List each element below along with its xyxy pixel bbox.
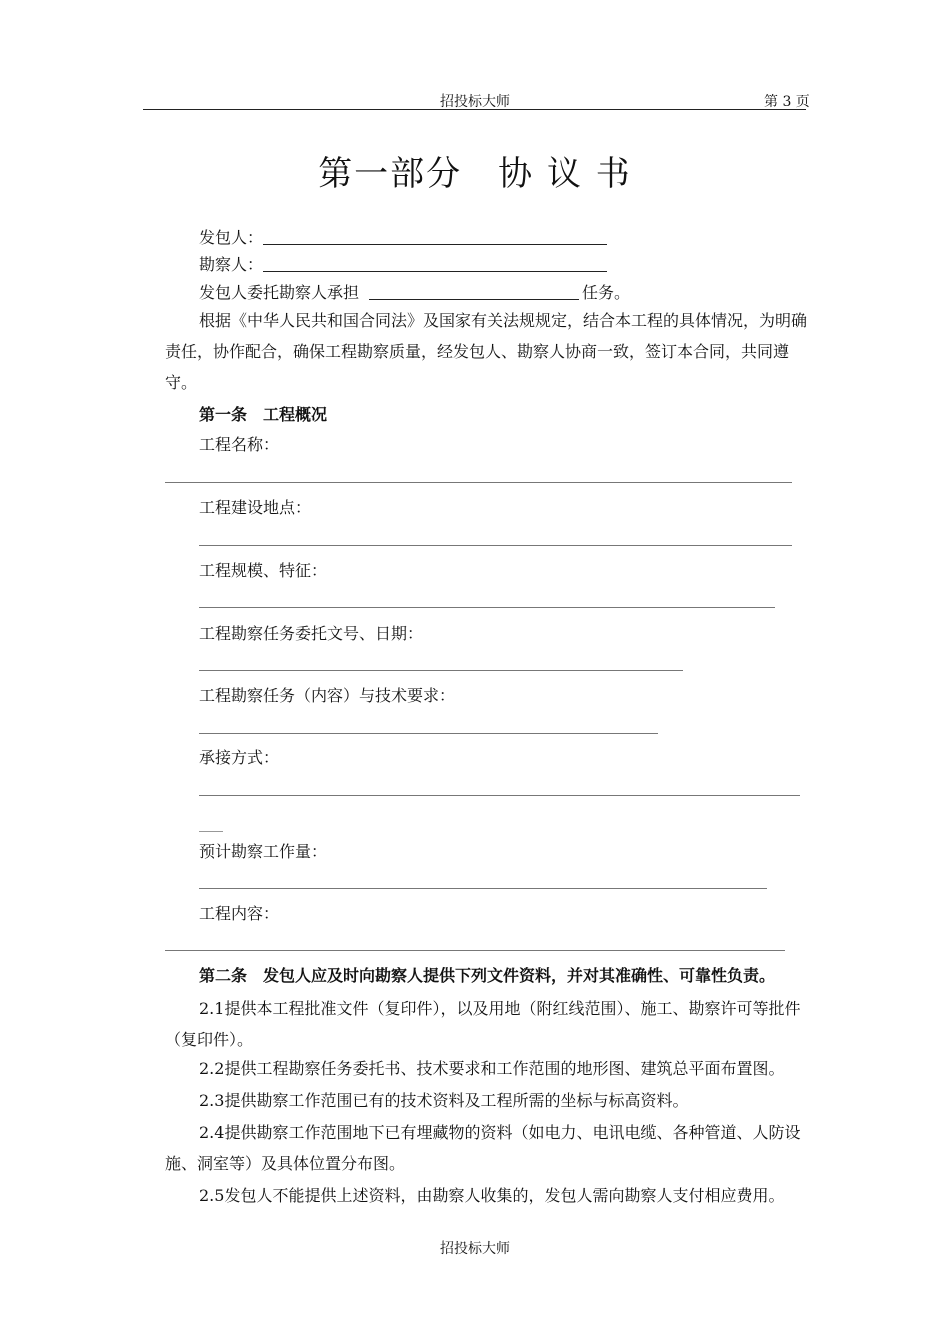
article2-item: 2.1提供本工程批准文件（复印件），以及用地（附红线范围）、施工、勘察许可等批件（复印件）。 — [165, 999, 801, 1049]
content-blank[interactable] — [165, 950, 785, 951]
task-requirements-blank[interactable] — [199, 733, 658, 734]
document-title: 第一部分 协 议 书 — [318, 154, 632, 194]
surveyor-blank[interactable] — [263, 271, 607, 272]
location-blank[interactable] — [199, 545, 792, 546]
entrust-prefix: 发包人委托勘察人承担 — [199, 283, 360, 302]
entrust-suffix: 任务。 — [582, 283, 631, 302]
contract-method-label: 承接方式： — [199, 748, 280, 767]
footer-text: 招投标大师 — [440, 1241, 510, 1257]
project-name-label: 工程名称： — [199, 435, 280, 454]
article2-heading: 第二条 发包人应及时向勘察人提供下列文件资料，并对其准确性、可靠性负责。 — [199, 966, 776, 985]
contract-method-blank[interactable] — [199, 795, 800, 796]
surveyor-label: 勘察人： — [199, 255, 264, 274]
entrust-task-blank[interactable] — [369, 299, 579, 300]
article2-item: 2.3提供勘察工作范围已有的技术资料及工程所需的坐标与标高资料。 — [199, 1091, 689, 1110]
header-divider — [143, 109, 806, 110]
article2-item: 2.2提供工程勘察任务委托书、技术要求和工作范围的地形图、建筑总平面布置图。 — [199, 1059, 785, 1078]
page-number: 第 3 页 — [764, 94, 810, 110]
article2-item: 2.5发包人不能提供上述资料，由勘察人收集的，发包人需向勘察人支付相应费用。 — [199, 1186, 785, 1205]
workload-blank[interactable] — [199, 888, 767, 889]
scale-label: 工程规模、特征： — [199, 561, 328, 580]
article2-item: 2.4提供勘察工作范围地下已有埋藏物的资料（如电力、电讯电缆、各种管道、人防设施、洞室等）及具体位置分布图。 — [165, 1123, 801, 1173]
content-label: 工程内容： — [199, 904, 280, 923]
employer-blank[interactable] — [263, 244, 607, 245]
scale-blank[interactable] — [199, 607, 775, 608]
contract-method-tail: ___ — [199, 813, 223, 832]
location-label: 工程建设地点： — [199, 498, 312, 517]
article1-heading: 第一条 工程概况 — [199, 405, 328, 424]
intro-paragraph: 根据《中华人民共和国合同法》及国家有关法规规定，结合本工程的具体情况，为明确责任，协作配合，确保工程勘察质量，经发包人、勘察人协商一致，签订本合同，共同遵守。 — [165, 311, 808, 392]
employer-label: 发包人： — [199, 228, 264, 247]
entrust-doc-label: 工程勘察任务委托文号、日期： — [199, 624, 424, 643]
task-requirements-label: 工程勘察任务（内容）与技术要求： — [199, 686, 456, 705]
project-name-blank[interactable] — [165, 482, 792, 483]
entrust-doc-blank[interactable] — [199, 670, 683, 671]
header-title: 招投标大师 — [440, 94, 510, 110]
workload-label: 预计勘察工作量： — [199, 842, 328, 861]
